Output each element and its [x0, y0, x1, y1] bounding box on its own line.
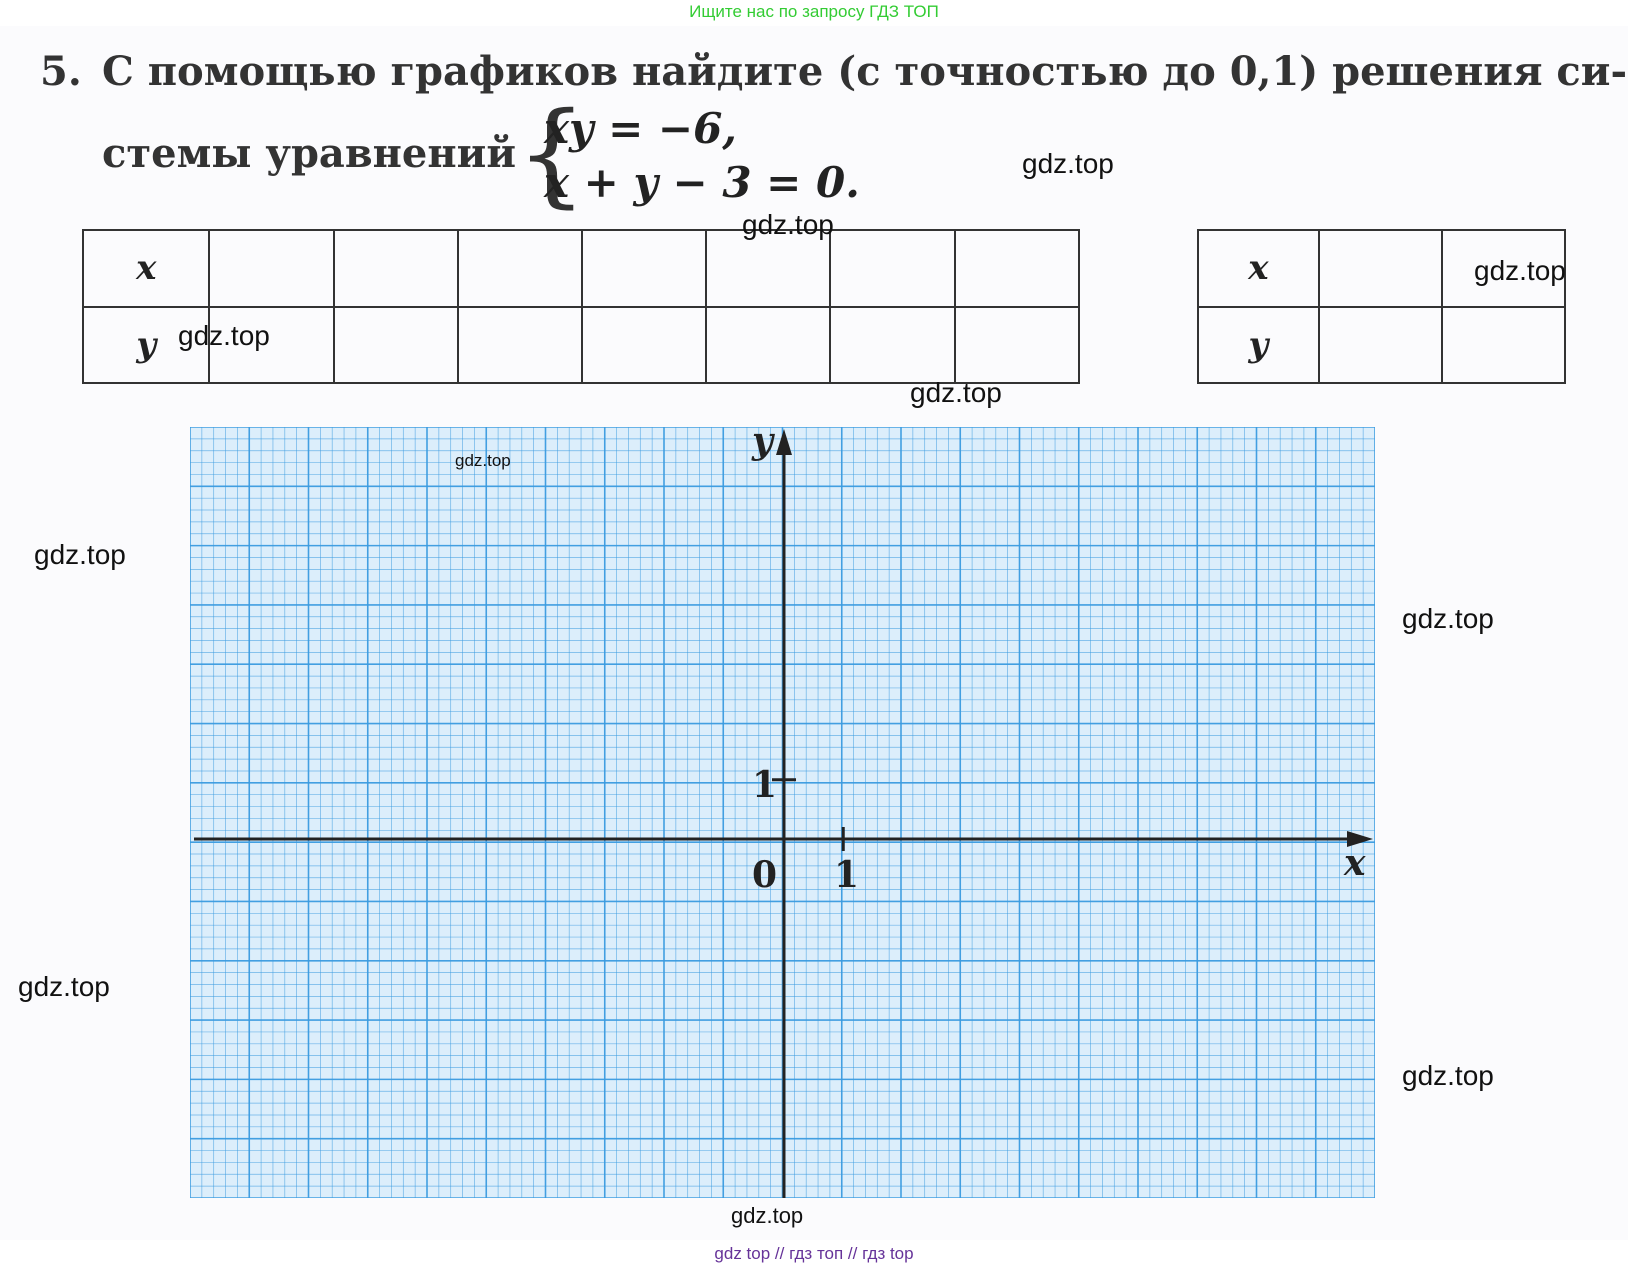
graph-paper[interactable]	[190, 427, 1375, 1198]
x-unit-label: 1	[834, 854, 860, 896]
x-axis-label: x	[1344, 842, 1366, 884]
table-cell[interactable]	[706, 307, 830, 384]
watermark: gdz.top	[455, 451, 511, 470]
table-row-x	[83, 230, 1079, 307]
watermark: gdz.top	[1402, 1060, 1494, 1091]
row-label-x: x	[83, 230, 209, 307]
y-unit-label: 1	[752, 764, 778, 806]
top-banner[interactable]: Ищите нас по запросу ГДЗ ТОП	[689, 2, 939, 21]
table-cell[interactable]	[458, 307, 582, 384]
watermark: gdz.top	[731, 1203, 804, 1228]
watermark: gdz.top	[742, 209, 834, 240]
task-text-line-2: стемы уравнений	[102, 130, 516, 177]
watermark: gdz.top	[178, 320, 270, 351]
table-cell[interactable]	[830, 230, 954, 307]
equation-2: x + y − 3 = 0.	[544, 158, 860, 207]
table-cell[interactable]	[830, 307, 954, 384]
watermark: gdz.top	[1022, 148, 1114, 179]
task-text-line-1: С помощью графиков найдите (с точностью до 0,1) решения си-	[102, 48, 1628, 95]
row-label-y: y	[83, 307, 209, 384]
origin-label: 0	[752, 854, 778, 896]
watermark: gdz.top	[34, 539, 126, 570]
table-cell[interactable]	[706, 230, 830, 307]
table-cell[interactable]	[334, 307, 458, 384]
watermark: gdz.top	[18, 971, 110, 1002]
system-brace: {	[516, 89, 588, 219]
equation-1: xy = −6,	[544, 104, 737, 153]
table-cell[interactable]	[582, 230, 706, 307]
table-cell[interactable]	[955, 307, 1079, 384]
bottom-banner[interactable]: gdz top // гдз топ // гдз top	[714, 1244, 914, 1263]
values-table-2	[1197, 229, 1566, 384]
table-cell[interactable]	[334, 230, 458, 307]
table-cell[interactable]	[582, 307, 706, 384]
watermark: gdz.top	[910, 377, 1002, 408]
table-cell[interactable]	[458, 230, 582, 307]
table-cell[interactable]	[1319, 230, 1442, 307]
watermark: gdz.top	[1474, 255, 1566, 286]
table-cell[interactable]	[1442, 307, 1565, 384]
table-cell[interactable]	[209, 230, 333, 307]
table-cell[interactable]	[1319, 307, 1442, 384]
table-row-y	[1198, 307, 1565, 384]
task-number: 5.	[40, 48, 82, 95]
row-label-y: y	[1198, 307, 1319, 384]
watermark: gdz.top	[1402, 603, 1494, 634]
values-table-1	[82, 229, 1080, 384]
y-axis-label: y	[752, 420, 773, 462]
row-label-x: x	[1198, 230, 1319, 307]
table-cell[interactable]	[955, 230, 1079, 307]
